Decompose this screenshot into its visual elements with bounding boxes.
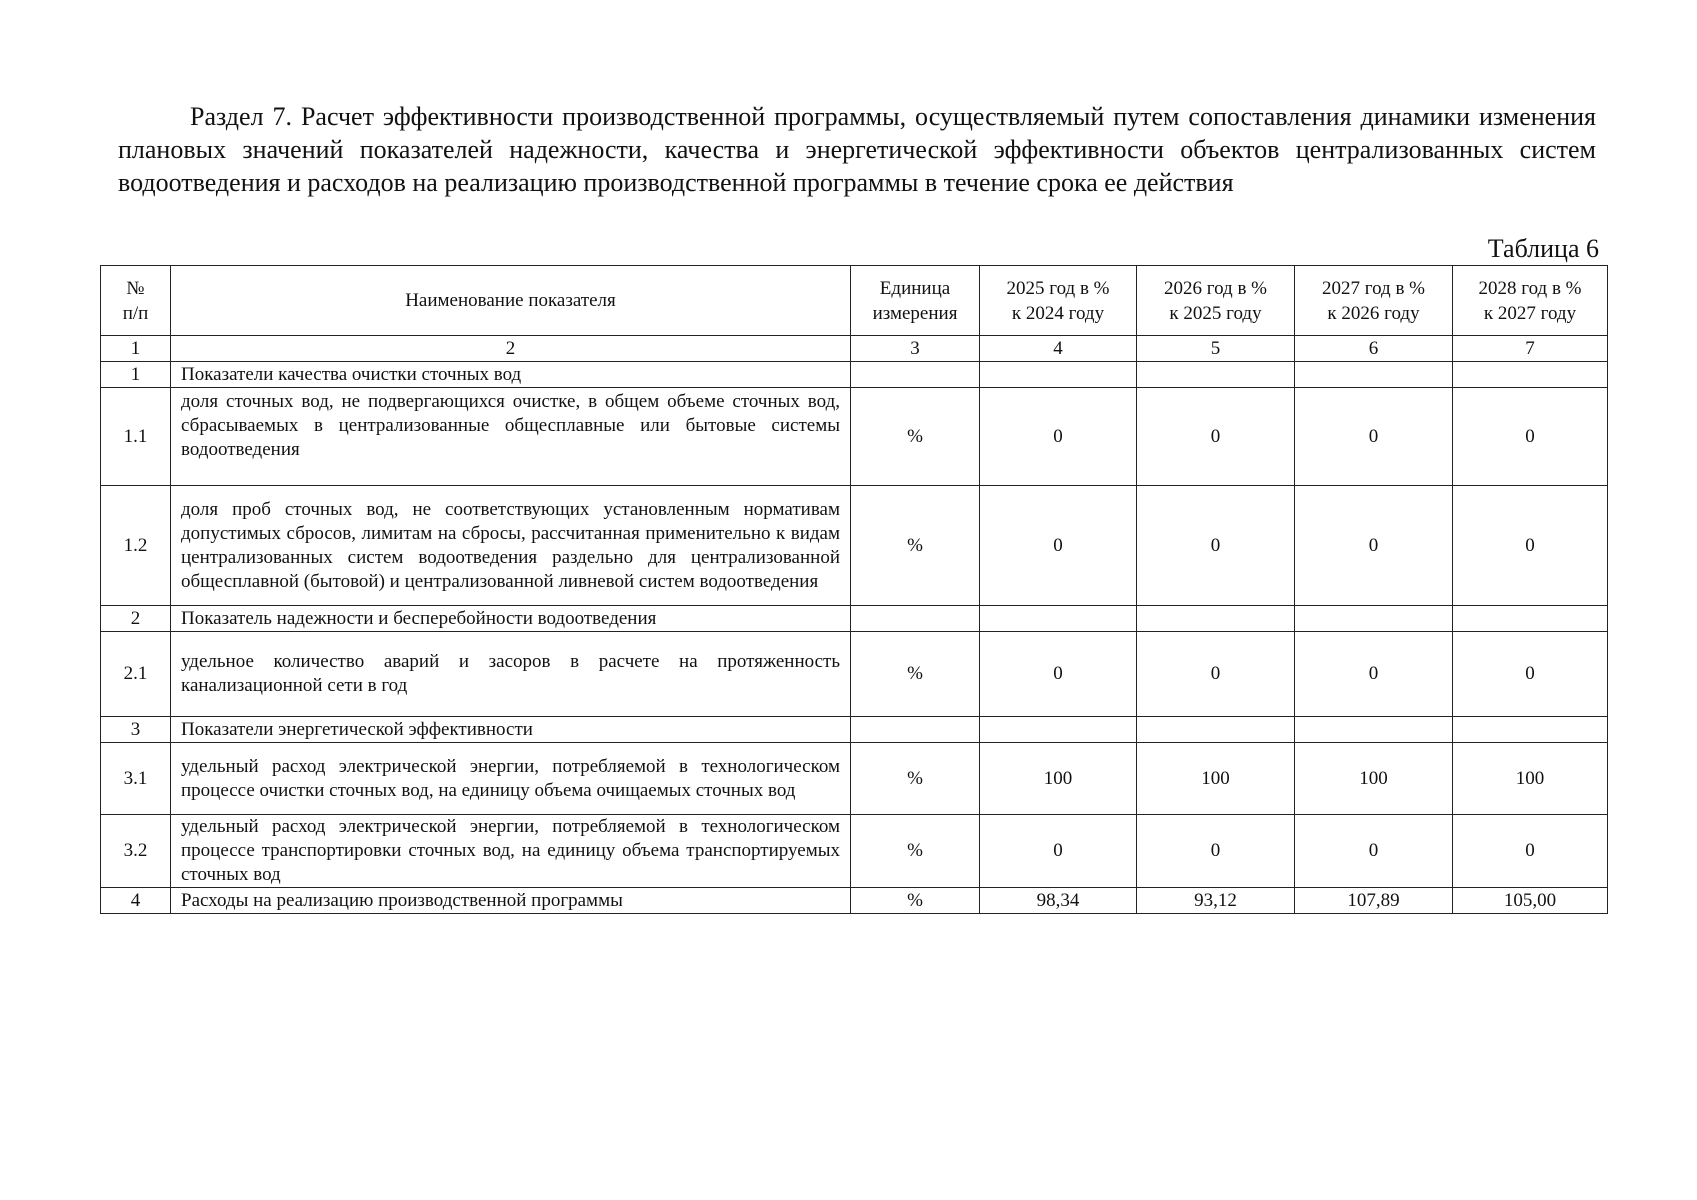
header-2027-line1: 2027 год в % bbox=[1322, 277, 1425, 299]
row-name: удельное количество аварий и засоров в расчете на протяженность канализационной сети в год bbox=[171, 632, 851, 717]
row-value-2026 bbox=[1137, 362, 1295, 388]
row-unit: % bbox=[851, 888, 980, 914]
row-num: 2.1 bbox=[101, 632, 171, 717]
row-unit: % bbox=[851, 743, 980, 815]
header-unit-line1: Единица bbox=[879, 277, 951, 299]
row-value-2025: 98,34 bbox=[980, 888, 1137, 914]
header-2025-line1: 2025 год в % bbox=[1006, 277, 1110, 299]
table-row-group bbox=[101, 606, 1608, 632]
header-2026-line2: к 2025 году bbox=[1169, 302, 1262, 324]
table-row bbox=[101, 815, 1608, 888]
row-num: 1.1 bbox=[101, 388, 171, 486]
column-number: 2 bbox=[171, 336, 851, 362]
row-value-2027 bbox=[1295, 717, 1453, 743]
row-name: Показатели энергетической эффективности bbox=[171, 717, 851, 743]
row-value-2027: 107,89 bbox=[1295, 888, 1453, 914]
row-value-2027: 0 bbox=[1295, 388, 1453, 486]
row-value-2028: 0 bbox=[1453, 632, 1608, 717]
header-2026-line1: 2026 год в % bbox=[1164, 277, 1267, 299]
row-value-2025 bbox=[980, 606, 1137, 632]
row-value-2025: 0 bbox=[980, 486, 1137, 606]
row-name: Показатель надежности и бесперебойности водоотведения bbox=[171, 606, 851, 632]
row-value-2027: 0 bbox=[1295, 486, 1453, 606]
header-2028-line1: 2028 год в % bbox=[1478, 277, 1582, 299]
table-row bbox=[101, 888, 1608, 914]
row-value-2026: 93,12 bbox=[1137, 888, 1295, 914]
header-unit-line2: измерения bbox=[872, 302, 958, 324]
header-2025-line2: к 2024 году bbox=[1011, 302, 1105, 324]
column-number: 4 bbox=[980, 336, 1137, 362]
row-value-2028 bbox=[1453, 717, 1608, 743]
table-row bbox=[101, 743, 1608, 815]
row-value-2027: 0 bbox=[1295, 632, 1453, 717]
section-title: Раздел 7. Расчет эффективности производственной программы, осуществляемый путем сопоставления динамики изменения плановых значений показателей надежности, качества и энергетической эффективности объектов централизованных систем водоотведения и расходов на реализацию производственной программы в течение срока ее действия bbox=[118, 102, 1596, 197]
header-2027 bbox=[1295, 266, 1453, 336]
table-row bbox=[101, 486, 1608, 606]
indicators-table bbox=[100, 265, 1608, 914]
row-value-2028 bbox=[1453, 606, 1608, 632]
row-value-2026: 0 bbox=[1137, 486, 1295, 606]
header-2025 bbox=[980, 266, 1137, 336]
table-row bbox=[101, 632, 1608, 717]
row-value-2025 bbox=[980, 362, 1137, 388]
row-unit: % bbox=[851, 486, 980, 606]
row-num: 2 bbox=[101, 606, 171, 632]
header-2028-line2: к 2027 году bbox=[1483, 302, 1577, 324]
row-name: Расходы на реализацию производственной программы bbox=[171, 888, 851, 914]
row-num: 3.2 bbox=[101, 815, 171, 888]
row-name: удельный расход электрической энергии, потребляемой в технологическом процессе транспортировки сточных вод, на единицу объема транспортируемых сточных вод bbox=[171, 815, 851, 888]
row-value-2027 bbox=[1295, 606, 1453, 632]
row-num: 4 bbox=[101, 888, 171, 914]
table-header-row bbox=[101, 266, 1608, 336]
header-2027-line2: к 2026 году bbox=[1327, 302, 1420, 324]
row-unit: % bbox=[851, 388, 980, 486]
row-value-2025: 100 bbox=[980, 743, 1137, 815]
column-number: 1 bbox=[101, 336, 171, 362]
header-num-line1: № bbox=[126, 277, 145, 299]
row-num: 3 bbox=[101, 717, 171, 743]
row-value-2025: 0 bbox=[980, 815, 1137, 888]
column-numbers-row bbox=[101, 336, 1608, 362]
row-num: 1 bbox=[101, 362, 171, 388]
row-value-2028 bbox=[1453, 362, 1608, 388]
header-name: Наименование показателя bbox=[171, 266, 851, 336]
row-name: доля сточных вод, не подвергающихся очистке, в общем объеме сточных вод, сбрасываемых в централизованные общесплавные или бытовые системы водоотведения bbox=[171, 388, 851, 486]
column-number: 3 bbox=[851, 336, 980, 362]
row-value-2026: 100 bbox=[1137, 743, 1295, 815]
row-name: удельный расход электрической энергии, потребляемой в технологическом процессе очистки сточных вод, на единицу объема очищаемых сточных вод bbox=[171, 743, 851, 815]
row-name: Показатели качества очистки сточных вод bbox=[171, 362, 851, 388]
table-caption: Таблица 6 bbox=[1487, 234, 1599, 263]
row-value-2026: 0 bbox=[1137, 388, 1295, 486]
row-value-2025: 0 bbox=[980, 388, 1137, 486]
row-unit bbox=[851, 362, 980, 388]
column-number: 6 bbox=[1295, 336, 1453, 362]
table-row bbox=[101, 388, 1608, 486]
header-num bbox=[101, 266, 171, 336]
row-value-2025: 0 bbox=[980, 632, 1137, 717]
row-value-2025 bbox=[980, 717, 1137, 743]
row-value-2028: 0 bbox=[1453, 388, 1608, 486]
header-unit bbox=[851, 266, 980, 336]
column-number: 5 bbox=[1137, 336, 1295, 362]
row-value-2028: 105,00 bbox=[1453, 888, 1608, 914]
row-unit: % bbox=[851, 632, 980, 717]
header-2028 bbox=[1453, 266, 1608, 336]
row-unit: % bbox=[851, 815, 980, 888]
row-num: 1.2 bbox=[101, 486, 171, 606]
row-unit bbox=[851, 606, 980, 632]
row-name: доля проб сточных вод, не соответствующих установленным нормативам допустимых сбросов, лимитам на сбросы, рассчитанная применительно к видам централизованных систем водоотведения раздельно для централизованной общесплавной (бытовой) и централизованной ливневой систем водоотведения bbox=[171, 486, 851, 606]
row-value-2027: 0 bbox=[1295, 815, 1453, 888]
table-row-group bbox=[101, 362, 1608, 388]
header-2026 bbox=[1137, 266, 1295, 336]
table-row-group bbox=[101, 717, 1608, 743]
column-number: 7 bbox=[1453, 336, 1608, 362]
row-value-2028: 0 bbox=[1453, 815, 1608, 888]
row-value-2028: 100 bbox=[1453, 743, 1608, 815]
row-value-2028: 0 bbox=[1453, 486, 1608, 606]
row-value-2027: 100 bbox=[1295, 743, 1453, 815]
row-value-2026: 0 bbox=[1137, 815, 1295, 888]
row-value-2026 bbox=[1137, 717, 1295, 743]
row-num: 3.1 bbox=[101, 743, 171, 815]
row-value-2026 bbox=[1137, 606, 1295, 632]
row-value-2026: 0 bbox=[1137, 632, 1295, 717]
header-num-line2: п/п bbox=[122, 302, 149, 324]
row-value-2027 bbox=[1295, 362, 1453, 388]
row-unit bbox=[851, 717, 980, 743]
